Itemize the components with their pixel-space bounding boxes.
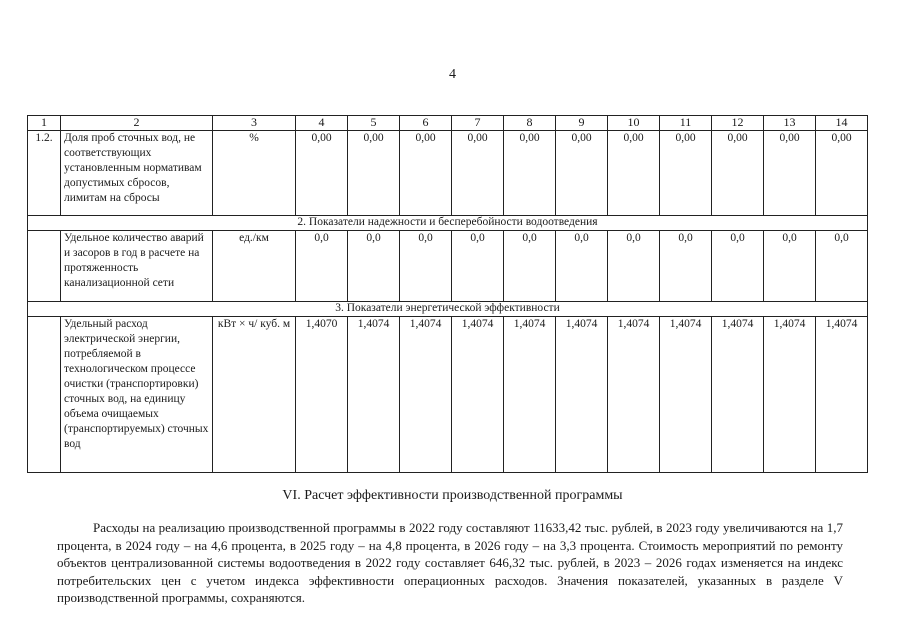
value-cell: 0,0	[712, 231, 764, 302]
header-cell: 1	[28, 116, 61, 131]
header-cell: 2	[61, 116, 213, 131]
unit-cell: %	[213, 131, 296, 216]
page-number: 4	[449, 67, 456, 82]
value-cell: 1,4074	[712, 317, 764, 473]
header-cell: 10	[608, 116, 660, 131]
value-cell: 0,0	[452, 231, 504, 302]
unit-cell: ед./км	[213, 231, 296, 302]
value-cell: 1,4074	[816, 317, 868, 473]
section-row	[28, 302, 868, 317]
value-cell: 0,00	[556, 131, 608, 216]
header-cell: 3	[213, 116, 296, 131]
value-cell: 1,4074	[504, 317, 556, 473]
value-cell: 1,4074	[608, 317, 660, 473]
value-cell: 0,00	[452, 131, 504, 216]
section-row	[28, 216, 868, 231]
row-number: 1.2.	[28, 131, 61, 216]
value-cell: 0,00	[400, 131, 452, 216]
value-cell: 0,00	[816, 131, 868, 216]
value-cell: 1,4074	[452, 317, 504, 473]
table-row	[28, 231, 868, 302]
value-cell: 0,00	[296, 131, 348, 216]
section-title: VI. Расчет эффективности производственной программы	[282, 488, 623, 503]
row-number	[28, 317, 61, 473]
header-cell: 4	[296, 116, 348, 131]
value-cell: 1,4074	[660, 317, 712, 473]
value-cell: 0,00	[764, 131, 816, 216]
section-heading: 3. Показатели энергетической эффективности	[28, 302, 868, 317]
value-cell: 0,0	[504, 231, 556, 302]
value-cell: 1,4074	[400, 317, 452, 473]
value-cell: 0,00	[608, 131, 660, 216]
value-cell: 0,0	[296, 231, 348, 302]
value-cell: 0,00	[660, 131, 712, 216]
value-cell: 1,4070	[296, 317, 348, 473]
header-cell: 8	[504, 116, 556, 131]
body-paragraph: Расходы на реализацию производственной программы в 2022 году составляют 11633,42 тыс. рублей, в 2023 году увеличиваются на 1,7 процента, в 2024 году – на 4,6 процента, в 2025 году – на 4,8 процента, в 2026 году – на 3,3 процента. Стоимость мероприятий по ремонту объектов централизованной системы водоотведения в 2022 году составляет 646,32 тыс. рублей, в 2023 – 2026 годах изменяется на индекс потребительских цен с учетом индекса эффективности операционных расходов. Значения показателей, указанных в разделе V производственной программы, сохраняются.	[57, 520, 843, 605]
header-cell: 11	[660, 116, 712, 131]
header-cell: 7	[452, 116, 504, 131]
header-cell: 9	[556, 116, 608, 131]
unit-cell: кВт × ч/ куб. м	[213, 317, 296, 473]
value-cell: 0,0	[816, 231, 868, 302]
indicators-table	[27, 115, 868, 473]
value-cell: 0,00	[348, 131, 400, 216]
indicator-name: Удельный расход электрической энергии, потребляемой в технологическом процессе очистки (транспортировки) сточных вод, на единицу объема очищаемых (транспортируемых) сточных вод	[61, 317, 213, 473]
value-cell: 1,4074	[764, 317, 816, 473]
table-header-row	[28, 116, 868, 131]
header-cell: 5	[348, 116, 400, 131]
header-cell: 14	[816, 116, 868, 131]
row-number	[28, 231, 61, 302]
value-cell: 0,0	[400, 231, 452, 302]
value-cell: 0,0	[764, 231, 816, 302]
section-heading: 2. Показатели надежности и бесперебойности водоотведения	[28, 216, 868, 231]
header-cell: 6	[400, 116, 452, 131]
value-cell: 0,00	[712, 131, 764, 216]
value-cell: 0,0	[348, 231, 400, 302]
value-cell: 0,0	[608, 231, 660, 302]
value-cell: 0,0	[660, 231, 712, 302]
indicator-name: Доля проб сточных вод, не соответствующих установленным нормативам допустимых сбросов, лимитам на сбросы	[61, 131, 213, 216]
table-row	[28, 131, 868, 216]
value-cell: 0,00	[504, 131, 556, 216]
header-cell: 13	[764, 116, 816, 131]
value-cell: 1,4074	[556, 317, 608, 473]
value-cell: 1,4074	[348, 317, 400, 473]
indicator-name: Удельное количество аварий и засоров в год в расчете на протяженность канализационной сети	[61, 231, 213, 302]
header-cell: 12	[712, 116, 764, 131]
value-cell: 0,0	[556, 231, 608, 302]
table-row	[28, 317, 868, 473]
